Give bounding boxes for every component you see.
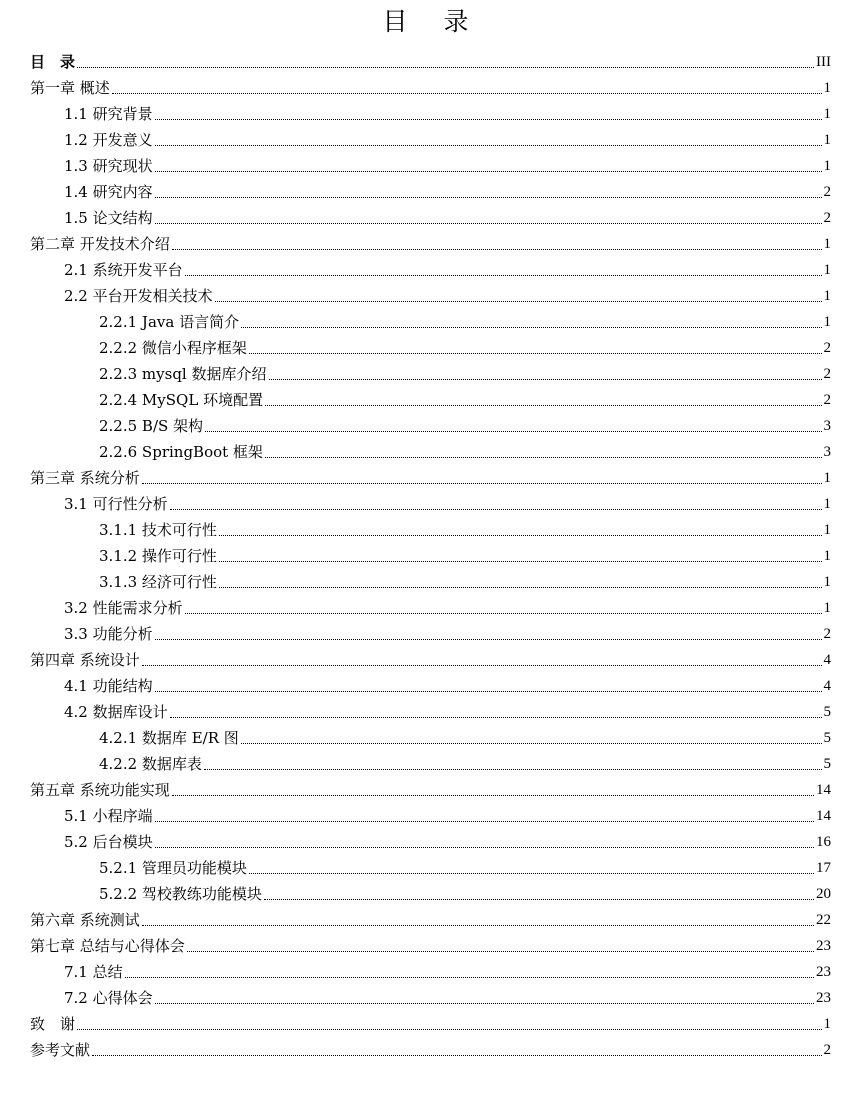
- toc-entry[interactable]: [30, 48, 831, 72]
- toc-entry[interactable]: [30, 932, 831, 956]
- toc-entry-title: 7.1 总结: [64, 963, 123, 981]
- toc-entry-page-number: III: [816, 54, 831, 70]
- toc-entry-page-number: 5: [823, 756, 831, 772]
- toc-entry-title: 1.5 论文结构: [64, 209, 153, 227]
- toc-entry-title: 2.2.5 B/S 架构: [99, 417, 204, 435]
- toc-entry[interactable]: [30, 464, 831, 488]
- toc-entry-page-number: 2: [823, 340, 831, 356]
- toc-entry-title: 4.1 功能结构: [64, 677, 153, 695]
- toc-entry[interactable]: [64, 672, 831, 696]
- dot-leader: [204, 769, 822, 770]
- toc-entry[interactable]: [99, 568, 831, 592]
- dot-leader: [185, 275, 822, 276]
- toc-entry-page-number: 1: [823, 132, 831, 148]
- toc-entry-page-number: 3: [823, 444, 831, 460]
- toc-entry[interactable]: [30, 906, 831, 930]
- toc-entry-page-number: 22: [816, 912, 831, 928]
- toc-entry-page-number: 1: [823, 106, 831, 122]
- toc-entry-title: 第二章 开发技术介绍: [30, 235, 170, 253]
- toc-entry-title: 2.1 系统开发平台: [64, 261, 183, 279]
- toc-entry-page-number: 2: [823, 1042, 831, 1058]
- toc-entry-title: 5.2 后台模块: [64, 833, 153, 851]
- dot-leader: [170, 509, 822, 510]
- dot-leader: [219, 535, 822, 536]
- toc-entry[interactable]: [99, 334, 831, 358]
- toc-entry[interactable]: [99, 542, 831, 566]
- toc-entry[interactable]: [64, 828, 831, 852]
- toc-entry[interactable]: [99, 724, 831, 748]
- toc-entry[interactable]: [99, 750, 831, 774]
- toc-entry-title: 3.3 功能分析: [64, 625, 153, 643]
- toc-entry[interactable]: [64, 620, 831, 644]
- dot-leader: [205, 431, 821, 432]
- toc-entry-page-number: 1: [823, 158, 831, 174]
- toc-entry-page-number: 3: [823, 418, 831, 434]
- toc-entry-title: 目 录: [30, 53, 76, 71]
- toc-entry-title: 第四章 系统设计: [30, 651, 140, 669]
- toc-entry-page-number: 2: [823, 184, 831, 200]
- toc-entry[interactable]: [64, 594, 831, 618]
- toc-entry-title: 4.2.2 数据库表: [99, 755, 202, 773]
- dot-leader: [249, 873, 814, 874]
- toc-entry-title: 3.1 可行性分析: [64, 495, 168, 513]
- dot-leader: [241, 327, 821, 328]
- dot-leader: [187, 951, 814, 952]
- dot-leader: [142, 665, 822, 666]
- dot-leader: [155, 639, 822, 640]
- toc-entry-page-number: 2: [823, 392, 831, 408]
- toc-entry-page-number: 1: [823, 522, 831, 538]
- toc-entry-title: 第五章 系统功能实现: [30, 781, 170, 799]
- dot-leader: [269, 379, 822, 380]
- dot-leader: [112, 93, 822, 94]
- toc-entry[interactable]: [64, 256, 831, 280]
- toc-entry-page-number: 1: [823, 80, 831, 96]
- toc-entry-title: 1.4 研究内容: [64, 183, 153, 201]
- toc-entry[interactable]: [64, 984, 831, 1008]
- dot-leader: [155, 197, 822, 198]
- toc-entry-title: 7.2 心得体会: [64, 989, 153, 1007]
- toc-entry[interactable]: [30, 1036, 831, 1060]
- toc-entry-title: 2.2.4 MySQL 环境配置: [99, 391, 264, 409]
- dot-leader: [185, 613, 822, 614]
- dot-leader: [92, 1055, 821, 1056]
- dot-leader: [142, 925, 814, 926]
- toc-entry-title: 1.3 研究现状: [64, 157, 153, 175]
- toc-entry-title: 4.2 数据库设计: [64, 703, 168, 721]
- dot-leader: [155, 145, 822, 146]
- dot-leader: [155, 847, 814, 848]
- toc-entry[interactable]: [64, 282, 831, 306]
- toc-entry-title: 3.1.2 操作可行性: [99, 547, 217, 565]
- toc-entry-title: 2.2.1 Java 语言简介: [99, 313, 240, 331]
- toc-entry[interactable]: [99, 516, 831, 540]
- toc-entry-page-number: 5: [823, 704, 831, 720]
- toc-entry-title: 3.1.3 经济可行性: [99, 573, 217, 591]
- toc-entry[interactable]: [64, 802, 831, 826]
- toc-entry-title: 第三章 系统分析: [30, 469, 140, 487]
- toc-entry-page-number: 2: [823, 210, 831, 226]
- toc-entry[interactable]: [64, 204, 831, 228]
- dot-leader: [142, 483, 822, 484]
- toc-entry-page-number: 23: [816, 990, 831, 1006]
- toc-entry-page-number: 20: [816, 886, 831, 902]
- toc-entry[interactable]: [30, 1010, 831, 1034]
- dot-leader: [265, 405, 821, 406]
- toc-entry-page-number: 1: [823, 288, 831, 304]
- toc-entry-title: 3.2 性能需求分析: [64, 599, 183, 617]
- toc-entry[interactable]: [30, 646, 831, 670]
- toc-entry-page-number: 23: [816, 938, 831, 954]
- toc-entry[interactable]: [99, 412, 831, 436]
- dot-leader: [170, 717, 822, 718]
- toc-entry-page-number: 1: [823, 600, 831, 616]
- toc-entry[interactable]: [64, 490, 831, 514]
- toc-entry-page-number: 4: [823, 652, 831, 668]
- toc-entry-page-number: 1: [823, 262, 831, 278]
- dot-leader: [264, 899, 814, 900]
- dot-leader: [219, 587, 822, 588]
- toc-entry[interactable]: [64, 100, 831, 124]
- toc-entry-title: 致 谢: [30, 1015, 76, 1033]
- toc-entry-page-number: 4: [823, 678, 831, 694]
- toc-entry[interactable]: [64, 152, 831, 176]
- dot-leader: [155, 119, 822, 120]
- dot-leader: [219, 561, 822, 562]
- dot-leader: [125, 977, 814, 978]
- toc-entry-page-number: 2: [823, 626, 831, 642]
- dot-leader: [249, 353, 822, 354]
- toc-entry-title: 第一章 概述: [30, 79, 110, 97]
- toc-entry[interactable]: [99, 308, 831, 332]
- toc-entry[interactable]: [64, 958, 831, 982]
- toc-entry-title: 2.2.6 SpringBoot 框架: [99, 443, 263, 461]
- toc-entry-title: 5.2.1 管理员功能模块: [99, 859, 247, 877]
- toc-entry[interactable]: [30, 776, 831, 800]
- toc-entry-page-number: 1: [823, 470, 831, 486]
- toc-entry-page-number: 5: [823, 730, 831, 746]
- dot-leader: [77, 67, 814, 68]
- toc-entry-page-number: 1: [823, 1016, 831, 1032]
- toc-entry-title: 3.1.1 技术可行性: [99, 521, 217, 539]
- toc-entry[interactable]: [30, 74, 831, 98]
- toc-entry-page-number: 1: [823, 574, 831, 590]
- toc-entry[interactable]: [64, 178, 831, 202]
- dot-leader: [155, 223, 822, 224]
- toc-entry-title: 4.2.1 数据库 E/R 图: [99, 729, 239, 747]
- dot-leader: [265, 457, 822, 458]
- toc-entry-page-number: 23: [816, 964, 831, 980]
- toc-entry-title: 5.2.2 驾校教练功能模块: [99, 885, 262, 903]
- toc-entry-page-number: 16: [816, 834, 831, 850]
- toc-entry[interactable]: [99, 386, 831, 410]
- toc-entry-page-number: 17: [816, 860, 831, 876]
- toc-entry[interactable]: [64, 126, 831, 150]
- dot-leader: [77, 1029, 821, 1030]
- dot-leader: [215, 301, 822, 302]
- dot-leader: [155, 1003, 814, 1004]
- toc-entry-page-number: 1: [823, 314, 831, 330]
- dot-leader: [172, 795, 814, 796]
- toc-entry[interactable]: [99, 880, 831, 904]
- toc-entry[interactable]: [99, 854, 831, 878]
- toc-entry-title: 1.1 研究背景: [64, 105, 153, 123]
- dot-leader: [155, 171, 822, 172]
- toc-entry[interactable]: [99, 360, 831, 384]
- toc-entry-page-number: 2: [823, 366, 831, 382]
- toc-entry-page-number: 14: [816, 782, 831, 798]
- toc-entry-page-number: 1: [823, 496, 831, 512]
- toc-entry-title: 2.2 平台开发相关技术: [64, 287, 213, 305]
- toc-entry[interactable]: [99, 438, 831, 462]
- dot-leader: [155, 691, 822, 692]
- dot-leader: [241, 743, 822, 744]
- dot-leader: [172, 249, 822, 250]
- toc-entry-title: 第六章 系统测试: [30, 911, 140, 929]
- toc-entry-title: 2.2.2 微信小程序框架: [99, 339, 247, 357]
- page-title: 目 录: [382, 7, 483, 36]
- toc-entry-title: 5.1 小程序端: [64, 807, 153, 825]
- toc-entry-title: 2.2.3 mysql 数据库介绍: [99, 365, 267, 383]
- toc-entry-title: 1.2 开发意义: [64, 131, 153, 149]
- toc-entry-title: 第七章 总结与心得体会: [30, 937, 185, 955]
- toc-entry[interactable]: [64, 698, 831, 722]
- dot-leader: [155, 821, 814, 822]
- toc-entry-title: 参考文献: [30, 1041, 91, 1059]
- toc-entry-page-number: 1: [823, 236, 831, 252]
- toc-entry-page-number: 14: [816, 808, 831, 824]
- toc-entry[interactable]: [30, 230, 831, 254]
- toc-entry-page-number: 1: [823, 548, 831, 564]
